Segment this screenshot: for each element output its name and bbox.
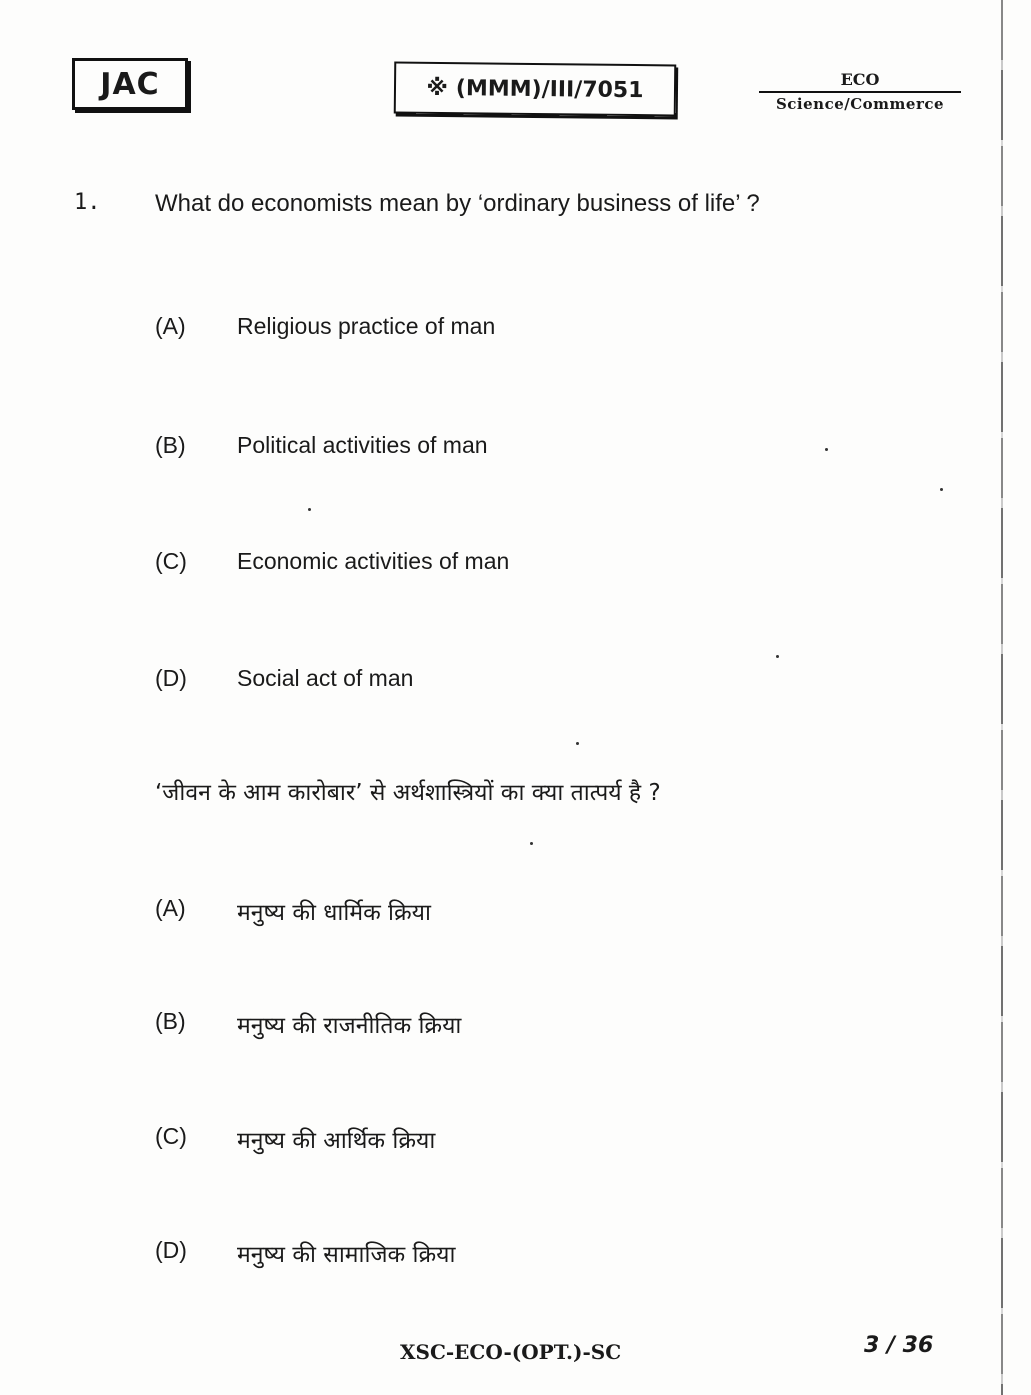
board-box xyxy=(72,58,188,110)
scan-speck xyxy=(776,655,779,658)
option-label: (B) xyxy=(155,1008,186,1034)
option-label: (C) xyxy=(155,1123,187,1149)
option-label: (D) xyxy=(155,1237,187,1263)
option-label: (C) xyxy=(155,548,187,574)
option-text: मनुष्य की सामाजिक क्रिया xyxy=(237,1242,456,1268)
question-text-hindi: ‘जीवन के आम कारोबार’ से अर्थशास्त्रियों का क्या तात्पर्य है ? xyxy=(155,780,661,806)
scan-speck xyxy=(825,448,828,451)
binding-edge-line xyxy=(1001,0,1003,1395)
option-label: (A) xyxy=(155,895,186,921)
option-label: (B) xyxy=(155,432,186,458)
option-text: Religious practice of man xyxy=(237,313,496,339)
subject-stream: Science/Commerce xyxy=(775,95,945,113)
option-text: मनुष्य की राजनीतिक क्रिया xyxy=(237,1013,462,1039)
option-label: (D) xyxy=(155,665,187,691)
scan-speck xyxy=(576,742,579,745)
scan-speck xyxy=(940,488,943,491)
subject-name: ECO xyxy=(759,70,961,93)
paper-code-box xyxy=(394,62,677,117)
option-label: (A) xyxy=(155,313,186,339)
board-label: JAC xyxy=(100,66,160,102)
subject-block xyxy=(755,70,965,113)
scan-speck xyxy=(308,508,311,511)
reference-mark-icon: ※ xyxy=(426,75,448,101)
scan-speck xyxy=(530,842,533,845)
question-number: 1. xyxy=(74,190,101,215)
option-text: मनुष्य की धार्मिक क्रिया xyxy=(237,900,431,926)
option-text: Political activities of man xyxy=(237,432,488,458)
footer-paper-code: XSC-ECO-(OPT.)-SC xyxy=(400,1340,622,1364)
option-text: Economic activities of man xyxy=(237,548,510,574)
paper-code: (MMM)/III/7051 xyxy=(455,75,644,103)
option-text: Social act of man xyxy=(237,665,414,691)
question-text-english: What do economists mean by ‘ordinary business of life’ ? xyxy=(155,190,760,217)
page-number: 3 / 36 xyxy=(864,1333,934,1358)
option-text: मनुष्य की आर्थिक क्रिया xyxy=(237,1128,436,1154)
